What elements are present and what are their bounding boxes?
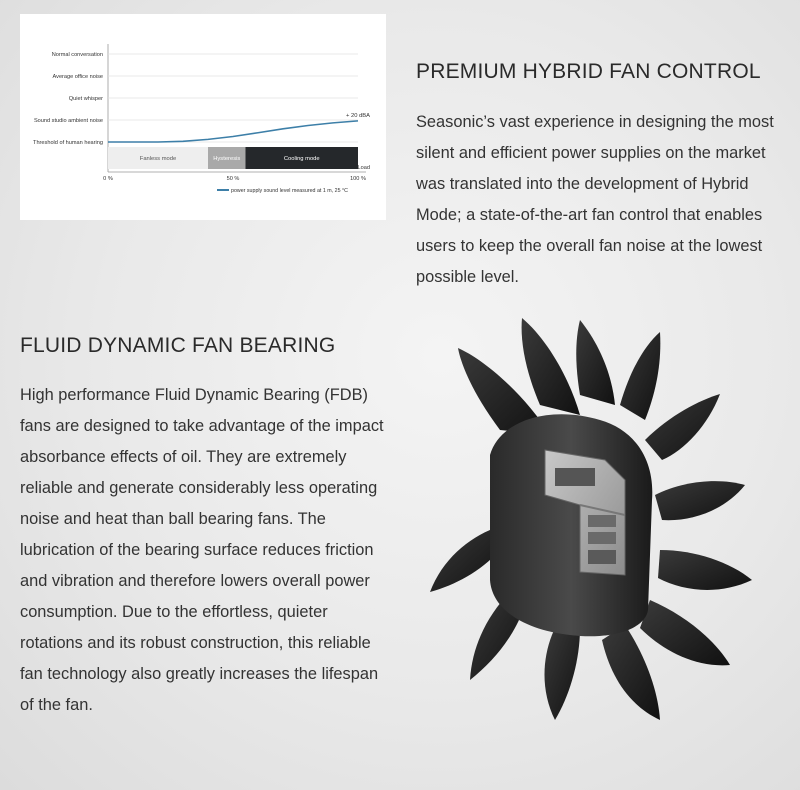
hybrid-fan-control-heading: PREMIUM HYBRID FAN CONTROL xyxy=(416,60,761,83)
x-axis-label: Load xyxy=(357,165,370,171)
fan-cutaway-icon xyxy=(430,310,790,730)
fluid-dynamic-bearing-heading: FLUID DYNAMIC FAN BEARING xyxy=(20,334,336,357)
x-tick-label: 50 % xyxy=(226,176,240,182)
mode-label: Cooling mode xyxy=(283,156,320,162)
fan-noise-chart xyxy=(20,14,386,220)
mode-label: Fanless mode xyxy=(139,156,177,162)
y-level-label: Average office noise xyxy=(52,74,103,80)
fan-noise-chart-svg xyxy=(20,14,386,220)
x-tick-label: 100 % xyxy=(350,176,366,182)
y-level-label: Normal conversation xyxy=(51,52,103,58)
y-level-label: Quiet whisper xyxy=(68,96,103,102)
chart-annotation: + 20 dBA xyxy=(345,112,370,119)
fluid-dynamic-bearing-text: High performance Fluid Dynamic Bearing (FDB) fans are designed to take advantage of the impact absorbance effects of oil. They are extremely reliable and generate considerably less operating noise and heat than ball bearing fans. The lubrication of the bearing surface reduces friction and vibration and therefore lowers overall power consumption. Due to the effortless, quieter rotations and its robust construction, this reliable fan technology also greatly increases the lifespan of the fan. xyxy=(20,386,384,714)
mode-label: Hysteresis xyxy=(213,156,241,162)
y-level-label: Threshold of human hearing xyxy=(33,140,103,146)
hybrid-fan-control-text: Seasonic’s vast experience in designing the most silent and efficient power supplies on the market was translated into the development of Hybrid Mode; a state-of-the-art fan control that enables users to keep the overall fan noise at the lowest possible level. xyxy=(416,113,774,286)
legend-label: power supply sound level measured at 1 m, 25 °C xyxy=(231,188,348,194)
y-level-label: Sound studio ambient noise xyxy=(33,118,103,124)
series-line xyxy=(108,121,358,142)
x-tick-label: 0 % xyxy=(103,176,113,182)
